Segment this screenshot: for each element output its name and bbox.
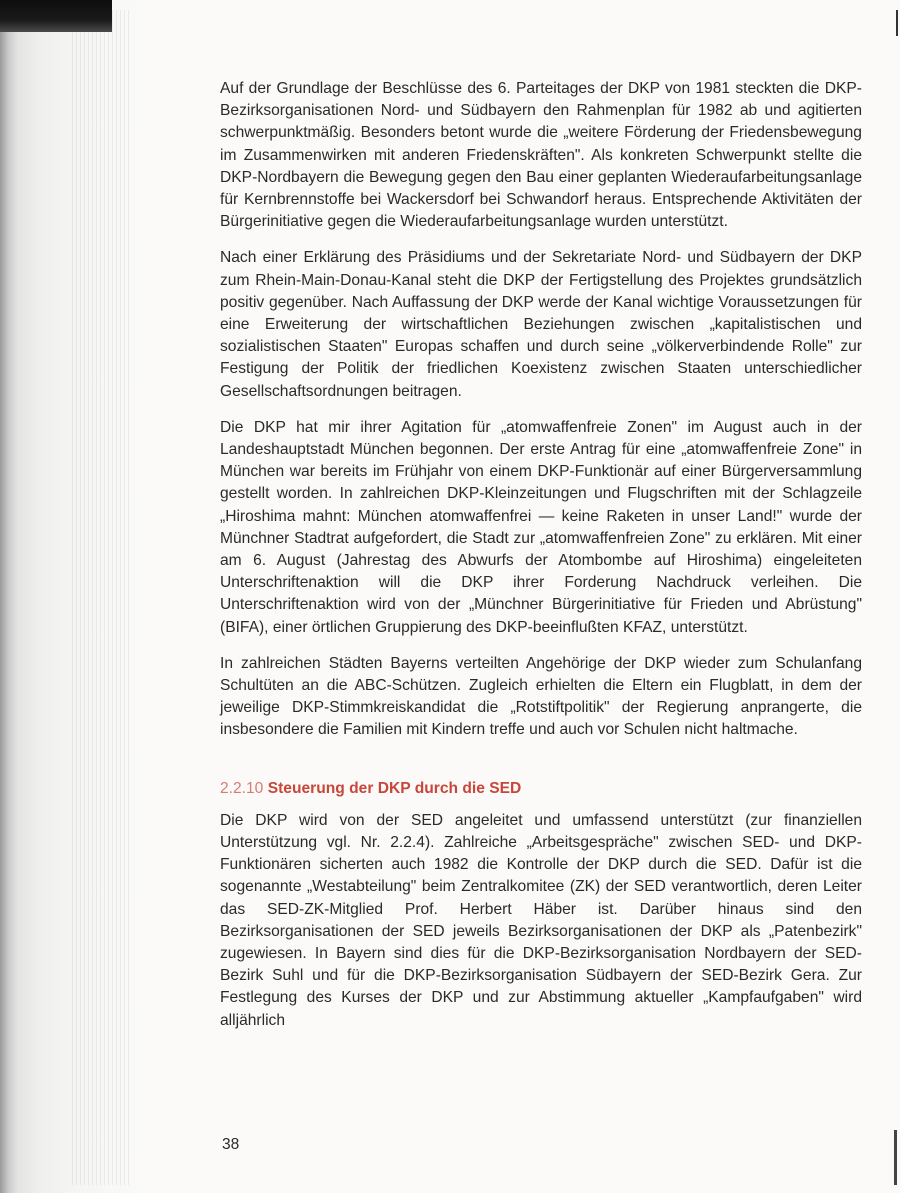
page-number: 38	[222, 1136, 240, 1153]
edge-mark	[896, 10, 898, 36]
section-number: 2.2.10	[220, 779, 264, 797]
paragraph-4: In zahlreichen Städten Bayerns verteilten Angehörige der DKP wieder zum Schulanfang Schultüten an die ABC-Schützen. Zugleich erhielten die Eltern ein Flugblatt, in dem der jeweilige DKP-Stimmkreiskandidat die „Rotstiftpolitik" der Regierung anprangerte, die insbesondere die Familien mit Kindern treffe und auch vor Schulen nicht haltmache.	[220, 654, 862, 739]
page-content	[220, 78, 862, 1046]
edge-mark	[894, 1130, 897, 1185]
page-edges	[72, 10, 132, 1185]
section-paragraph: Die DKP wird von der SED angeleitet und umfassend unterstützt (zur finanziellen Unterstützung vgl. Nr. 2.2.4). Zahlreiche „Arbeitsgespräche" zwischen SED- und DKP-Funktionären sicherten auch 1982 die Kontrolle der DKP durch die SED. Dafür ist die sogenannte „Westabteilung" beim Zentralkomitee (ZK) der SED verantwortlich, deren Leiter das SED-ZK-Mitglied Prof. Herbert Häber ist. Darüber hinaus sind den Bezirksorganisationen der SED jeweils Bezirksorganisationen der DKP als „Patenbezirk" zugewiesen. In Bayern sind dies für die DKP-Bezirksorganisation Nordbayern der SED-Bezirk Suhl und für die DKP-Bezirksorganisation Südbayern der SED-Bezirk Gera. Zur Festlegung des Kurses der DKP und zur Abstimmung aktueller „Kampfaufgaben" wird alljährlich	[220, 811, 862, 1029]
paragraph-3: Die DKP hat mir ihrer Agitation für „atomwaffenfreie Zonen" im August auch in der Landeshauptstadt München begonnen. Der erste Antrag für eine „atomwaffenfreie Zone" in München war bereits im Frühjahr von einem DKP-Funktionär auf einer Bürgerversammlung gestellt worden. In zahlreichen DKP-Kleinzeitungen und Flugschriften mit der Schlagzeile „Hiroshima mahnt: München atomwaffenfrei — keine Raketen in unser Land!" wurde der Münchner Stadtrat aufgefordert, die Stadt zur „atomwaffenfreien Zone" zu erklären. Mit einer am 6. August (Jahrestag des Abwurfs der Atombombe auf Hiroshima) eingeleiteten Unterschriftenaktion will die DKP ihrer Forderung Nachdruck verleihen. Die Unterschriftenaktion wird von der „Münchner Bürgerinitiative für Frieden und Abrüstung" (BIFA), einer örtlichen Gruppierung des DKP-beeinflußten KFAZ, unterstützt.	[220, 418, 862, 636]
binding-dark-corner	[0, 0, 112, 32]
section-title: Steuerung der DKP durch die SED	[267, 779, 522, 797]
section-heading	[220, 778, 862, 800]
paragraph-2: Nach einer Erklärung des Präsidiums und der Sekretariate Nord- und Südbayern der DKP zum Rhein-Main-Donau-Kanal steht die DKP der Fertigstellung des Projektes grundsätzlich positiv gegenüber. Nach Auffassung der DKP werde der Kanal wichtige Voraussetzungen für eine Erweiterung der wirtschaftlichen Beziehungen zwischen „kapitalistischen und sozialistischen Staaten" Europas schaffen und durch seine „völkerverbindende Rolle" zur Festigung der Politik der friedlichen Koexistenz zwischen Staaten unterschiedlicher Gesellschaftsordnungen beitragen.	[220, 249, 862, 400]
paragraph-1: Auf der Grundlage der Beschlüsse des 6. Parteitages der DKP von 1981 steckten die DKP-Bezirksorganisationen Nord- und Südbayern den Rahmenplan für 1982 ab und agitierten schwerpunktmäßig. Besonders betont wurde die „weitere Förderung der Friedensbewegung im Zusammenwirken mit anderen Friedenskräften". Als konkreten Schwerpunkt stellte die DKP-Nordbayern die Bewegung gegen den Bau einer geplanten Wiederaufarbeitungsanlage für Kernbrennstoffe bei Wackersdorf bei Schwandorf heraus. Entsprechende Aktivitäten der Bürgerinitiative gegen die Wiederaufarbeitungsanlage wurden unterstützt.	[220, 80, 862, 231]
